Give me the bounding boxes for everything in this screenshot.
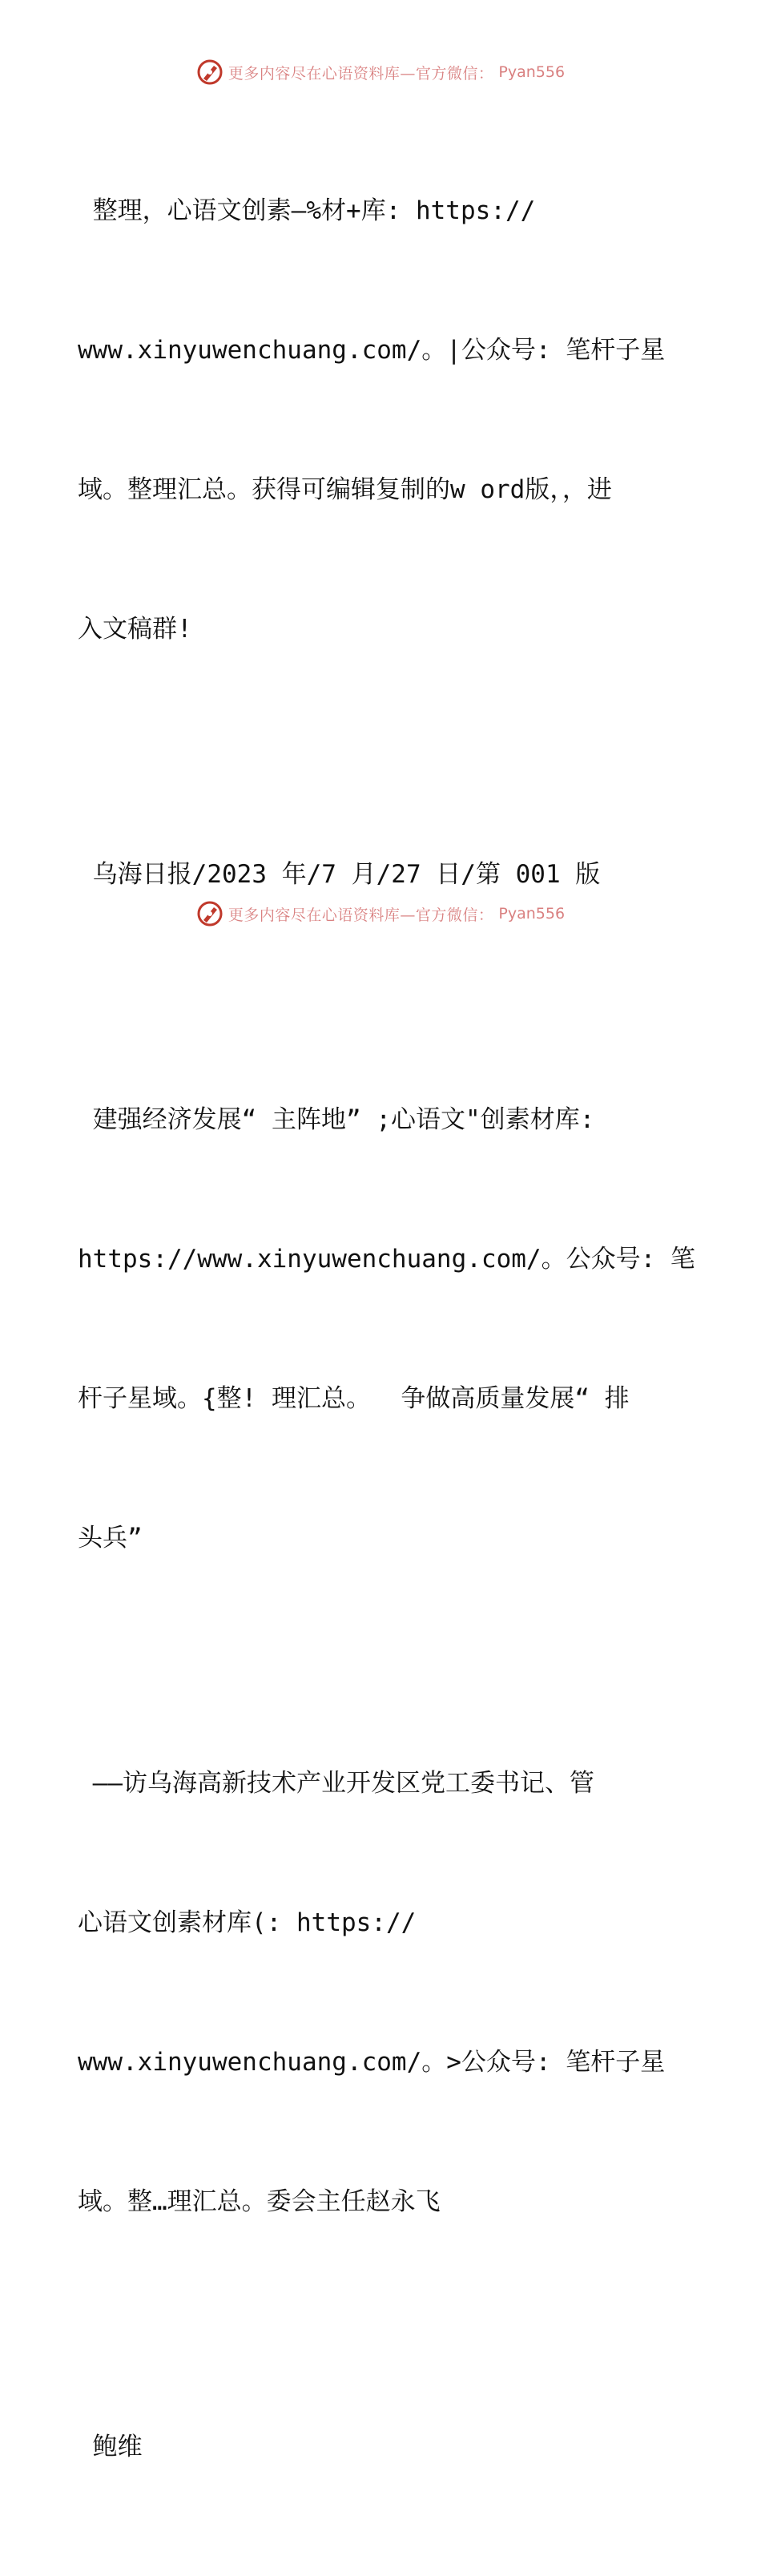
text-line: 心语文创素材库(: https://: [78, 1908, 417, 1937]
paragraph-source: [78, 758, 695, 991]
text-line: 乌海日报/2023 年/7 月/27 日/第 001 版: [78, 860, 601, 889]
footer-watermark-banner: [0, 898, 761, 930]
pen-logo-icon: [196, 59, 223, 86]
banner-text: 更多内容尽在心语资料库—官方微信：: [227, 64, 494, 83]
paragraph-author: [78, 2331, 695, 2563]
banner-text: 更多内容尽在心语资料库—官方微信：: [227, 906, 494, 924]
document-body: [78, 95, 695, 2576]
text-line: www.xinyuwenchuang.com/。|公众号: 笔杆子星: [78, 336, 666, 365]
text-line: 域。整理汇总。获得可编辑复制的w ord版，，进: [78, 475, 612, 504]
pen-logo-icon: [196, 900, 223, 927]
text-line: 建强经济发展“ 主阵地” ;心语文"创素材库:: [78, 1105, 595, 1134]
paragraph-intro: [78, 95, 695, 745]
text-line: https://www.xinyuwenchuang.com/。公众号: 笔: [78, 1245, 695, 1274]
paragraph-subheadline: [78, 1667, 695, 2318]
header-watermark-banner: [0, 56, 761, 88]
text-line: www.xinyuwenchuang.com/。>公众号: 笔杆子星: [78, 2048, 666, 2077]
text-line: ——访乌海高新技术产业开发区党工委书记、管: [78, 1769, 594, 1798]
text-line: 头兵”: [78, 1524, 143, 1552]
text-line: 杆子星域。{整! 理汇总。 争做高质量发展“ 排: [78, 1384, 630, 1413]
text-line: 入文稿群!: [78, 615, 192, 644]
text-line: 域。整…理汇总。委会主任赵永飞: [78, 2187, 441, 2216]
banner-wechat-id: Pyan556: [498, 905, 566, 923]
text-line: 鲍维: [78, 2433, 143, 2461]
banner-wechat-id: Pyan556: [498, 63, 566, 81]
paragraph-headline: [78, 1003, 695, 1654]
text-line: 整理，心语文创素—%材+库: https://: [78, 196, 536, 225]
